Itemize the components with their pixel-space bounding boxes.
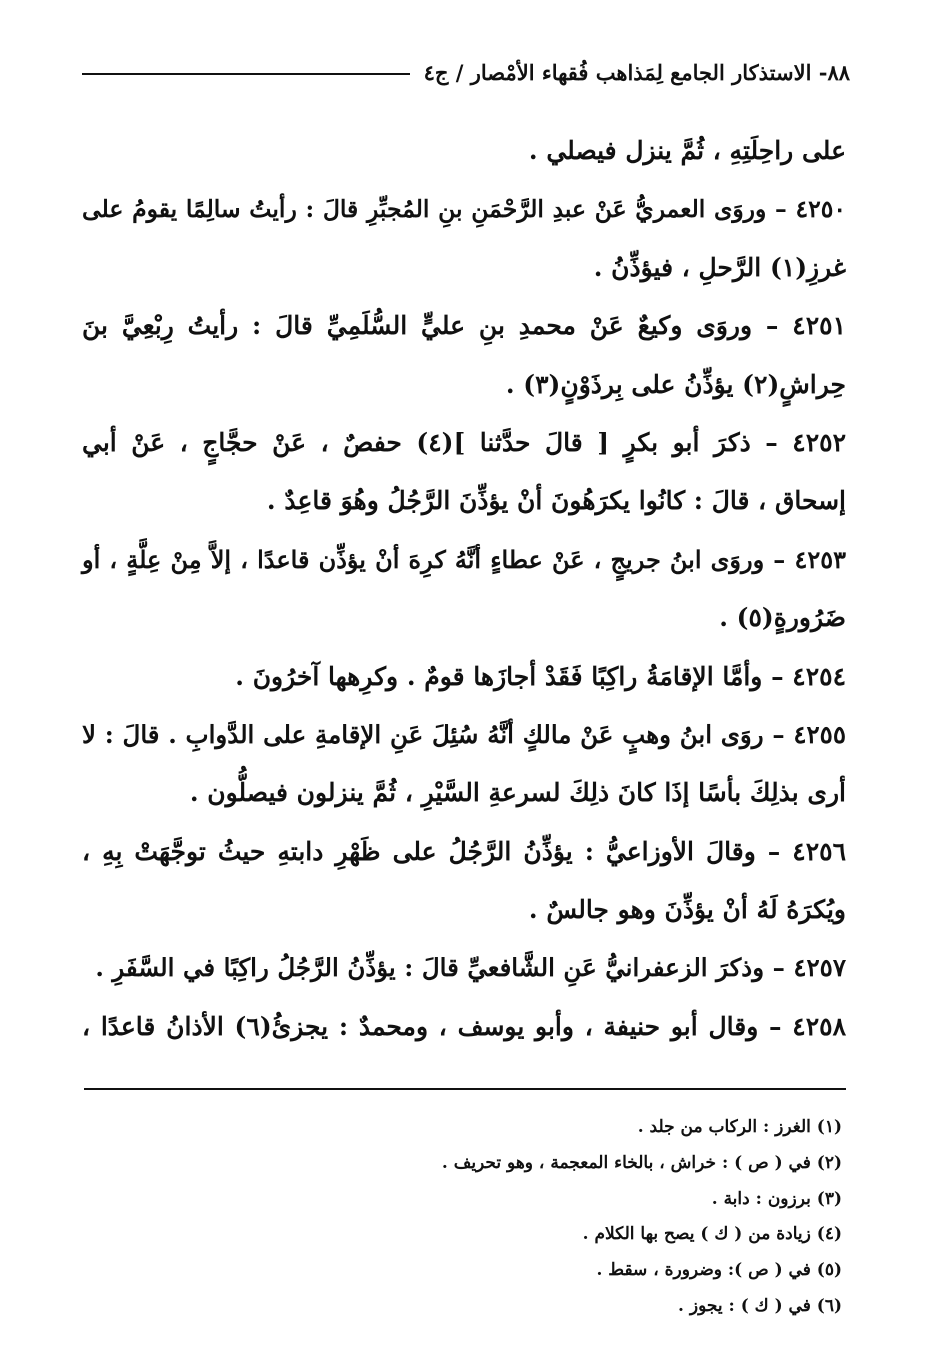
text-line: ضَرُورةٍ(٥) .	[719, 603, 846, 633]
footnote: (٣) برزون : دابة .	[711, 1188, 842, 1209]
footnotes	[90, 1110, 842, 1325]
footnote: (٤) زيادة من ( ك ) يصح بها الكلام .	[582, 1224, 842, 1245]
text-line: غرزِ(١) الرَّحلِ ، فيؤذِّنُ .	[593, 252, 846, 282]
text-line: ويُكرَهُ لَهُ أنْ يؤذِّنَ وهو جالسٌ .	[528, 895, 846, 925]
text-line: ٤٢٥٨ – وقال أبو حنيفة ، وأبو يوسف ، ومحمدٌ : يجزئُ(٦) الأذانُ قاعدًا ،	[82, 1011, 846, 1041]
footnote: (٥) في ( ص ): وضرورة ، سقط .	[596, 1260, 842, 1281]
header-rule	[82, 73, 410, 75]
footnote: (٦) في ( ك ) : يجوز .	[678, 1295, 842, 1316]
footnote: (٢) في ( ص ) : خراش ، بالخاء المعجمة ، وهو تحريف .	[441, 1152, 842, 1173]
text-line: ٤٢٥٣ – وروَى ابنُ جريجٍ ، عَنْ عطاءٍ أنَّهُ كرِهَ أنْ يؤذِّن قاعدًا ، إلاَّ مِنْ عِلَّةٍ ، أو	[82, 544, 846, 574]
text-line: حِراشٍ(٢) يؤذِّنُ على بِرذَوْنٍ(٣) .	[505, 369, 846, 399]
text-line: ٤٢٥٤ – وأمَّا الإقامَةُ راكِبًا فَقَدْ أجازَها قومٌ . وكرِهها آخرُونَ .	[235, 661, 846, 691]
text-line: ٤٢٥٦ – وقالَ الأوزاعيُّ : يؤذِّنُ الرَّجُلُ على ظَهْرِ دابتهِ حيثُ توجَّهَتْ بِهِ ،	[82, 836, 846, 866]
text-line: ٤٢٥١ – وروَى وكيعٌ عَنْ محمدِ بنِ عليٍّ السُّلَمِيِّ قالَ : رأيتُ رِبْعِيَّ بنَ	[82, 311, 846, 341]
text-line: أرى بذلِكَ بأسًا إذَا كانَ ذلِكَ لسرعةِ السَّيْرِ ، ثُمَّ ينزلون فيصلُّون .	[189, 778, 846, 808]
footnote-separator	[84, 1088, 846, 1090]
text-line: ٤٢٥٢ – ذكرَ أبو بكرٍ [ قالَ حدَّثنا ](٤) حفصٌ ، عَنْ حجَّاجٍ ، عَنْ أبي	[82, 427, 846, 457]
text-line: ٤٢٥٠ – وروَى العمريُّ عَنْ عبدِ الرَّحْمَنِ بنِ المُجبِّرِ قالَ : رأيتُ سالِمًا يقومُ على	[82, 195, 846, 224]
text-line: على راحِلَتِهِ ، ثُمَّ ينزل فيصلي .	[528, 136, 846, 165]
header-title: ٨٨- الاستذكار الجامع لِمَذاهب فُقهاء الأمْصار / ج٤	[423, 59, 850, 85]
main-text	[82, 122, 846, 1056]
text-line: ٤٢٥٥ – روَى ابنُ وهبٍ عَنْ مالكٍ أنَّهُ سُئِلَ عَنِ الإقامةِ على الدَّوابِ . قالَ : لا	[82, 719, 846, 749]
footnote: (١) الغرز : الركاب من جلد .	[637, 1117, 842, 1137]
text-line: إسحاق ، قالَ : كانُوا يكرَهُونَ أنْ يؤذِّنَ الرَّجُلُ وهُوَ قاعِدٌ .	[266, 486, 846, 516]
text-line: ٤٢٥٧ – وذكرَ الزعفرانيُّ عَنِ الشَّافعيِّ قالَ : يؤذِّنُ الرَّجُلُ راكِبًا في السَّفَرِ .	[95, 953, 846, 983]
running-header	[82, 54, 850, 90]
